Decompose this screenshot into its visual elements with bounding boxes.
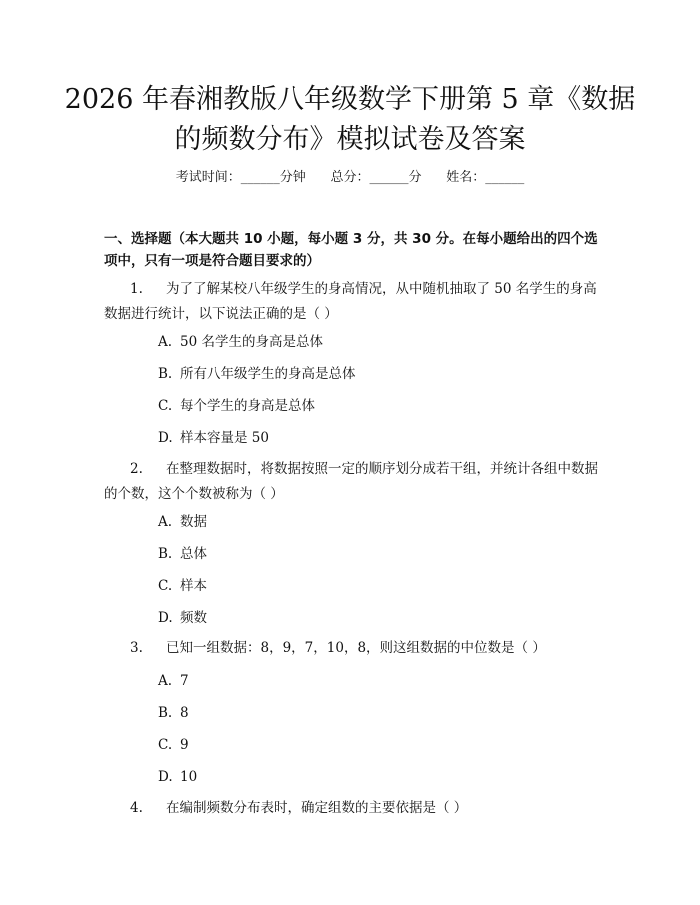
option-letter: D. xyxy=(158,769,173,785)
option-text: 8 xyxy=(180,705,189,721)
section-heading: 一、选择题（本大题共 10 小题，每小题 3 分，共 30 分。在每小题给出的四个选项中，只有一项是符合题目要求的） xyxy=(104,231,598,269)
question-1-option-c xyxy=(158,397,315,415)
question-text: 在编制频数分布表时，确定组数的主要依据是（ ） xyxy=(166,800,468,816)
option-letter: B. xyxy=(158,546,173,562)
option-text: 数据 xyxy=(180,514,207,530)
option-text: 总体 xyxy=(180,546,207,562)
question-2 xyxy=(104,457,604,507)
option-letter: C. xyxy=(158,737,173,753)
option-text: 样本容量是 50 xyxy=(180,430,269,446)
option-letter: A. xyxy=(158,334,173,350)
question-text: 在整理数据时，将数据按照一定的顺序划分成若干组，并统计各组中数据的个数，这个个数被称为（ ） xyxy=(104,461,598,502)
question-text: 已知一组数据：8，9，7，10，8，则这组数据的中位数是（ ） xyxy=(166,640,546,656)
option-letter: D. xyxy=(158,610,173,626)
question-2-option-d xyxy=(158,609,207,627)
question-1-option-d xyxy=(158,429,269,447)
option-text: 所有八年级学生的身高是总体 xyxy=(180,366,356,382)
option-text: 7 xyxy=(180,673,189,689)
option-letter: C. xyxy=(158,398,173,414)
question-1-option-a xyxy=(158,333,323,351)
question-1-option-b xyxy=(158,365,356,383)
option-text: 每个学生的身高是总体 xyxy=(180,398,315,414)
question-number: 3. xyxy=(130,640,143,656)
option-letter: B. xyxy=(158,705,173,721)
question-3 xyxy=(104,636,604,661)
option-letter: D. xyxy=(158,430,173,446)
exam-info-line: 考试时间：______分钟 总分：______分 姓名：______ xyxy=(175,170,525,185)
option-letter: B. xyxy=(158,366,173,382)
option-letter: A. xyxy=(158,514,173,530)
option-letter: A. xyxy=(158,673,173,689)
question-number: 1. xyxy=(130,281,143,297)
question-3-option-a xyxy=(158,672,189,690)
option-text: 9 xyxy=(180,737,189,753)
option-text: 50 名学生的身高是总体 xyxy=(180,334,323,350)
question-3-option-b xyxy=(158,704,189,722)
document-title: 2026 年春湘教版八年级数学下册第 5 章《数据的频数分布》模拟试卷及答案 xyxy=(64,84,636,155)
question-3-option-c xyxy=(158,736,189,754)
question-2-option-a xyxy=(158,513,207,531)
question-4 xyxy=(104,796,604,821)
question-text: 为了了解某校八年级学生的身高情况，从中随机抽取了 50 名学生的身高数据进行统计，以下说法正确的是（ ） xyxy=(104,281,597,322)
question-3-option-d xyxy=(158,768,197,786)
question-number: 2. xyxy=(130,461,143,477)
option-text: 样本 xyxy=(180,578,207,594)
question-1 xyxy=(104,277,604,327)
option-text: 10 xyxy=(180,769,198,785)
option-letter: C. xyxy=(158,578,173,594)
option-text: 频数 xyxy=(180,610,207,626)
question-2-option-c xyxy=(158,577,207,595)
question-2-option-b xyxy=(158,545,207,563)
question-number: 4. xyxy=(130,800,143,816)
